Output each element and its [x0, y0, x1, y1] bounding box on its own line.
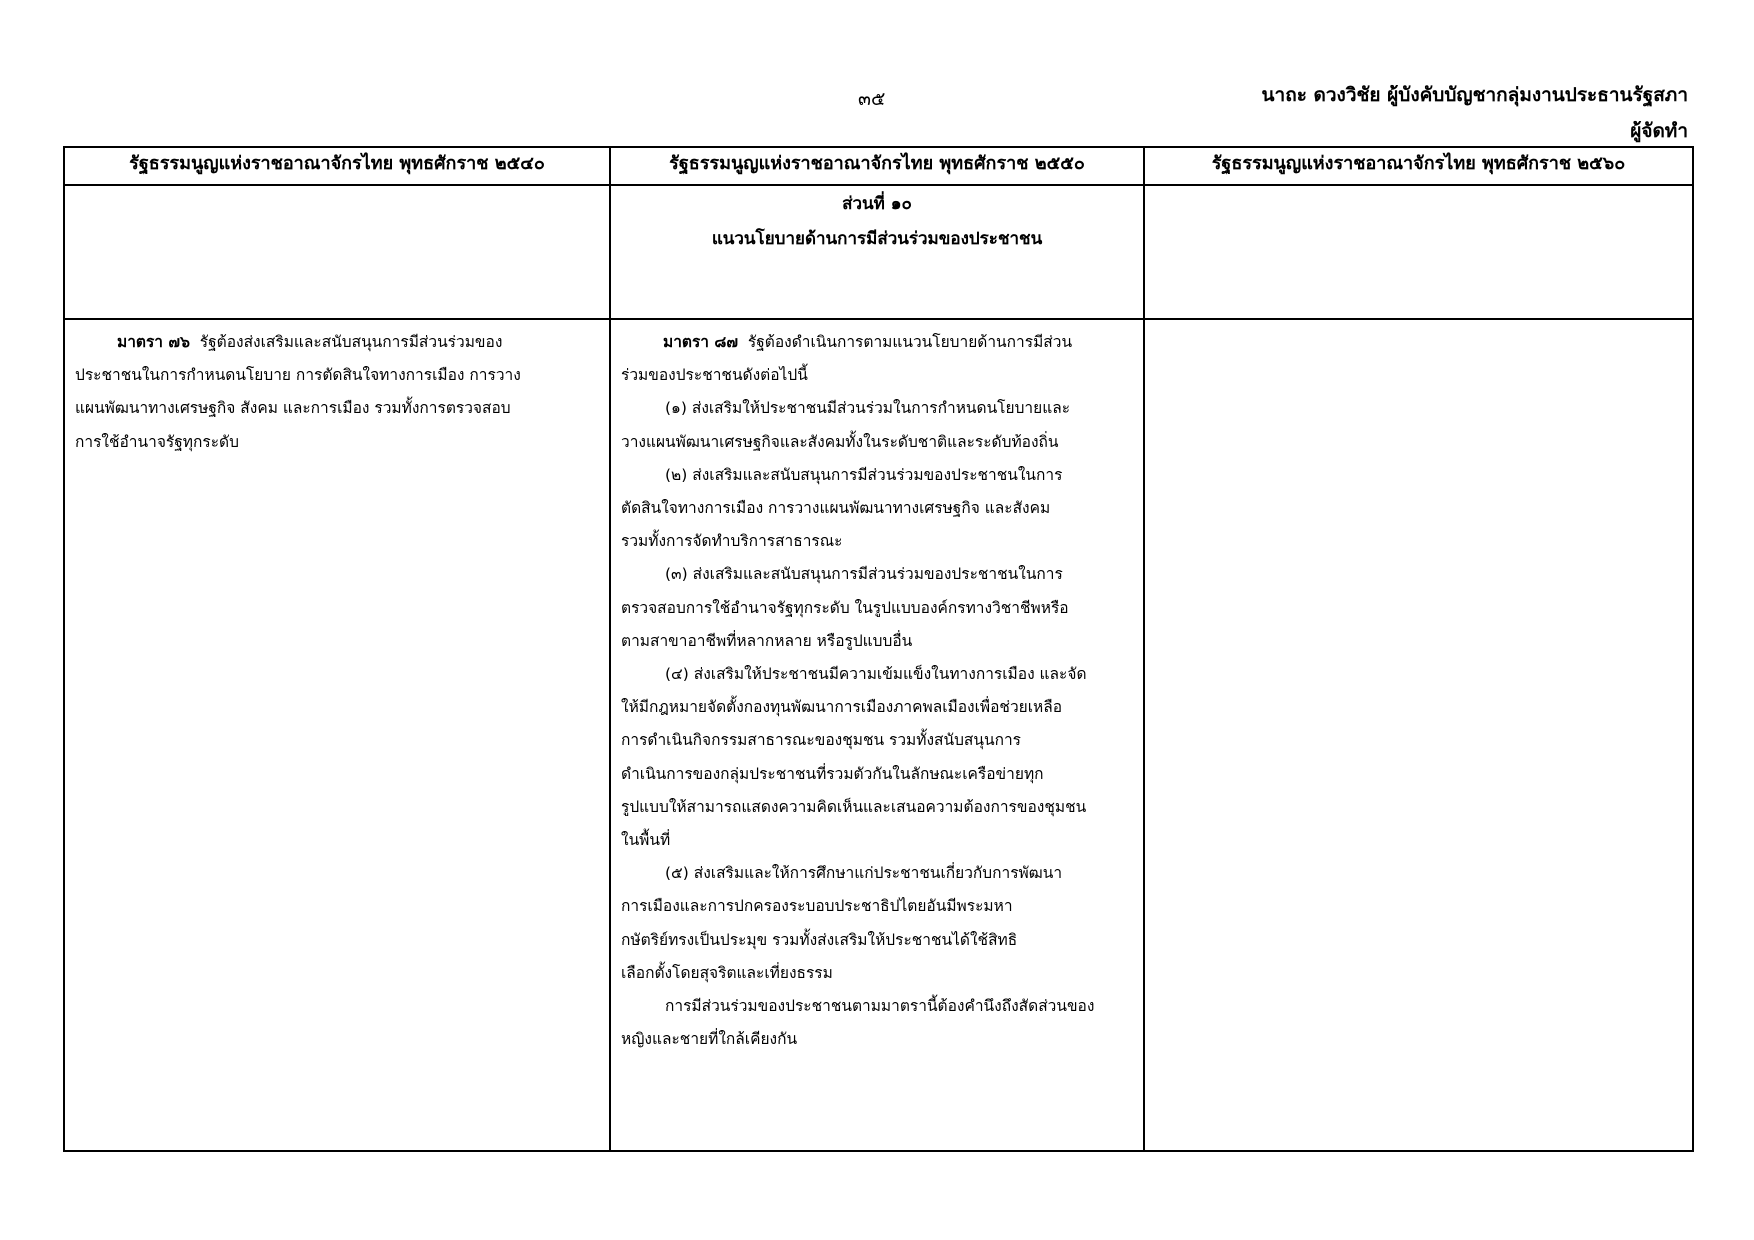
column-header-2540: รัฐธรรมนูญแห่งราชอาณาจักรไทย พุทธศักราช ๒๕๔๐ [64, 147, 610, 185]
text-line: การมีส่วนร่วมของประชาชนตามมาตรานี้ต้องคำนึงถึงสัดส่วนของ [665, 997, 1095, 1016]
text-line: (๒) ส่งเสริมและสนับสนุนการมีส่วนร่วมของประชาชนในการ [665, 465, 1063, 484]
column-header-2560: รัฐธรรมนูญแห่งราชอาณาจักรไทย พุทธศักราช ๒๕๖๐ [1144, 147, 1693, 185]
article-87-text [611, 320, 1143, 1056]
text-line: การดำเนินกิจกรรมสาธารณะของชุมชน รวมทั้งสนับสนุนการ [621, 731, 1021, 750]
text-line: รวมทั้งการจัดทำบริการสาธารณะ [621, 532, 843, 551]
text-line: ประชาชนในการกำหนดนโยบาย การตัดสินใจทางการเมือง การวาง [75, 366, 521, 385]
table-row-section [64, 185, 1693, 319]
article-76-label: มาตรา ๗๖ [117, 333, 190, 351]
text-line: เลือกตั้งโดยสุจริตและเที่ยงธรรม [621, 963, 833, 982]
text-line: (๓) ส่งเสริมและสนับสนุนการมีส่วนร่วมของประชาชนในการ [665, 565, 1063, 584]
article-76-text [65, 320, 609, 459]
text-line: ให้มีกฎหมายจัดตั้งกองทุนพัฒนาการเมืองภาคพลเมืองเพื่อช่วยเหลือ [621, 698, 1063, 717]
section-part: ส่วนที่ ๑๐ [842, 194, 912, 214]
text-line: ในพื้นที่ [621, 831, 671, 850]
article-87-label: มาตรา ๘๗ [663, 333, 739, 351]
cell-section-2560 [1144, 185, 1693, 319]
page-number: ๓๕ [858, 88, 886, 110]
role-line: ผู้จัดทำ [1630, 120, 1688, 142]
text-line: ตามสาขาอาชีพที่หลากหลาย หรือรูปแบบอื่น [621, 631, 913, 650]
column-header-2550: รัฐธรรมนูญแห่งราชอาณาจักรไทย พุทธศักราช ๒๕๕๐ [610, 147, 1144, 185]
text-line: วางแผนพัฒนาเศรษฐกิจและสังคมทั้งในระดับชาติและระดับท้องถิ่น [621, 432, 1059, 451]
text-line: (๑) ส่งเสริมให้ประชาชนมีส่วนร่วมในการกำหนดนโยบายและ [665, 399, 1071, 418]
text-line: ตัดสินใจทางการเมือง การวางแผนพัฒนาทางเศรษฐกิจ และสังคม [621, 499, 1051, 518]
text-line: ดำเนินการของกลุ่มประชาชนที่รวมตัวกันในลักษณะเครือข่ายทุก [621, 764, 1044, 783]
text-line: (๕) ส่งเสริมและให้การศึกษาแก่ประชาชนเกี่ยวกับการพัฒนา [665, 864, 1063, 883]
cell-body-2560 [1144, 319, 1693, 1151]
table-header-row [64, 147, 1693, 185]
text-line: ตรวจสอบการใช้อำนาจรัฐทุกระดับ ในรูปแบบองค์กรทางวิชาชีพหรือ [621, 598, 1069, 617]
text-line: การเมืองและการปกครองระบอบประชาธิปไตยอันมีพระมหา [621, 897, 1013, 916]
text-line: หญิงและชายที่ใกล้เคียงกัน [621, 1030, 798, 1049]
section-title: แนวนโยบายด้านการมีส่วนร่วมของประชาชน [711, 229, 1043, 249]
comparison-table [63, 146, 1694, 1152]
article-87-first-line [621, 326, 1137, 359]
article-76-first-line [75, 326, 603, 359]
table-row-body [64, 319, 1693, 1151]
text-line: การใช้อำนาจรัฐทุกระดับ [75, 432, 239, 451]
cell-section-2540 [64, 185, 610, 319]
text-line: แผนพัฒนาทางเศรษฐกิจ สังคม และการเมือง รวมทั้งการตรวจสอบ [75, 399, 511, 418]
text-line: ร่วมของประชาชนดังต่อไปนี้ [621, 366, 808, 385]
text-line: รูปแบบให้สามารถแสดงความคิดเห็นและเสนอความต้องการของชุมชน [621, 797, 1087, 816]
text-line: รัฐต้องส่งเสริมและสนับสนุนการมีส่วนร่วมของ [199, 333, 503, 351]
author-line: นาถะ ดวงวิชัย ผู้บังคับบัญชากลุ่มงานประธานรัฐสภา [1261, 84, 1688, 106]
cell-body-2550 [610, 319, 1144, 1151]
text-line: (๔) ส่งเสริมให้ประชาชนมีความเข้มแข็งในทางการเมือง และจัด [665, 665, 1087, 684]
cell-section-2550 [610, 185, 1144, 319]
text-line: รัฐต้องดำเนินการตามแนวนโยบายด้านการมีส่วน [747, 333, 1073, 351]
cell-body-2540 [64, 319, 610, 1151]
text-line: กษัตริย์ทรงเป็นประมุข รวมทั้งส่งเสริมให้ประชาชนได้ใช้สิทธิ [621, 930, 1018, 949]
